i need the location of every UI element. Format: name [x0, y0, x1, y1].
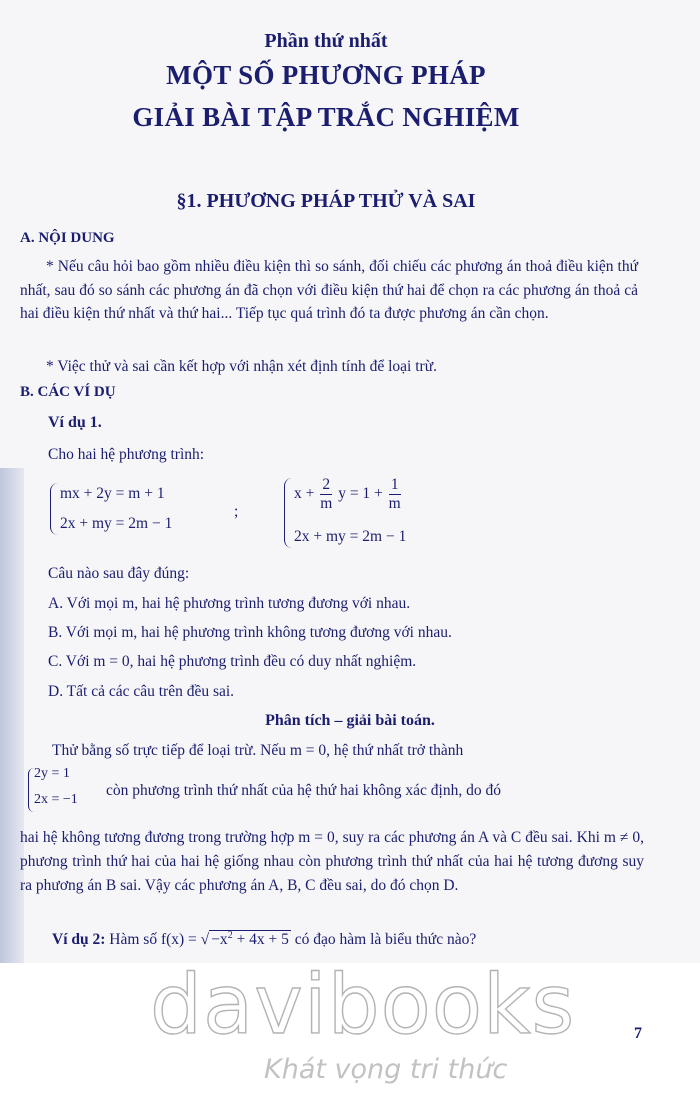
watermark-slogan: Khát vọng tri thức [264, 1054, 508, 1085]
watermark-brand: davibooks [150, 958, 576, 1053]
option-a: A. Với mọi m, hai hệ phương trình tương đương với nhau. [48, 595, 411, 612]
heading-a: A. NỘI DUNG [20, 230, 115, 246]
title-line-2: GIẢI BÀI TẬP TRẮC NGHIỆM [132, 102, 520, 132]
sqrt-expression [209, 930, 291, 948]
option-b: B. Với mọi m, hai hệ phương trình không tương đương với nhau. [48, 624, 452, 641]
section-title: §1. PHƯƠNG PHÁP THỬ VÀ SAI [176, 190, 476, 212]
inline-eq-2: 2x = −1 [34, 792, 78, 807]
inline-eq-1: 2y = 1 [34, 766, 70, 781]
example-1-intro: Cho hai hệ phương trình: [48, 446, 205, 463]
denominator: m [320, 495, 333, 512]
numerator: 2 [320, 476, 332, 495]
analysis-line-1: Thử bằng số trực tiếp để loại trừ. Nếu m = 0, hệ thứ nhất trở thành [52, 742, 464, 759]
fraction [320, 476, 332, 513]
analysis-paragraph: hai hệ không tương đương trong trường hợp m = 0, suy ra các phương án A và C đều sai. Khi m ≠ 0, phương trình thứ hai của hai hệ giống nhau còn phương trình thứ nhất của hai hệ tương đương suy ra phương án B sai. Vậy các phương án A, B, C đều sai, do đó chọn D. [20, 829, 644, 894]
system-separator: ; [234, 503, 239, 520]
equation-system-2 [284, 476, 484, 550]
example-2-text-b: có đạo hàm là biểu thức nào? [294, 931, 477, 949]
system-2-eq-1 [294, 476, 403, 513]
eq-text: x + [294, 485, 315, 503]
system-1-eq-2: 2x + my = 2m − 1 [60, 515, 173, 532]
exponent: 2 [227, 930, 233, 941]
example-2 [52, 930, 476, 949]
content-paragraph-1: * Nếu câu hỏi bao gồm nhiều điều kiện thì so sánh, đối chiếu các phương án thoả điều kiện thứ nhất, sau đó so sánh các phương án đã chọn với điều kiện thứ hai để chọn ra các phương án thoả cả hai điều kiện thứ nhất và thứ hai... Tiếp tục quá trình đó ta được phương án cần chọn. [20, 258, 638, 322]
sqrt-part-b: + 4x + 5 [236, 931, 289, 949]
analysis-heading: Phân tích – giải bài toán. [265, 712, 435, 729]
content-paragraph-2: * Việc thử và sai cần kết hợp với nhận xét định tính để loại trừ. [46, 358, 437, 375]
part-heading: Phần thứ nhất [264, 30, 388, 52]
example-2-text-a: Hàm số f(x) = [109, 931, 197, 949]
system-2-eq-2: 2x + my = 2m − 1 [294, 528, 407, 545]
question: Câu nào sau đây đúng: [48, 565, 190, 582]
fraction [389, 476, 401, 513]
option-c: C. Với m = 0, hai hệ phương trình đều có duy nhất nghiệm. [48, 653, 417, 670]
heading-b: B. CÁC VÍ DỤ [20, 384, 116, 400]
option-d: D. Tất cả các câu trên đều sai. [48, 683, 235, 700]
inline-system [28, 766, 104, 816]
brace-icon [50, 483, 59, 535]
numerator: 1 [389, 476, 401, 495]
denominator: m [388, 495, 401, 512]
sqrt-icon: √ [200, 931, 210, 949]
example-2-label: Ví dụ 2: [52, 931, 106, 949]
example-1-label: Ví dụ 1. [48, 414, 102, 431]
title-line-1: MỘT SỐ PHƯƠNG PHÁP [166, 60, 486, 90]
sqrt-part-a: −x [211, 931, 228, 949]
system-1-eq-1: mx + 2y = m + 1 [60, 485, 165, 502]
eq-text: y = 1 + [338, 485, 383, 503]
page-number: 7 [634, 1025, 642, 1042]
analysis-line-2: còn phương trình thứ nhất của hệ thứ hai không xác định, do đó [106, 782, 501, 799]
brace-icon [284, 478, 293, 548]
